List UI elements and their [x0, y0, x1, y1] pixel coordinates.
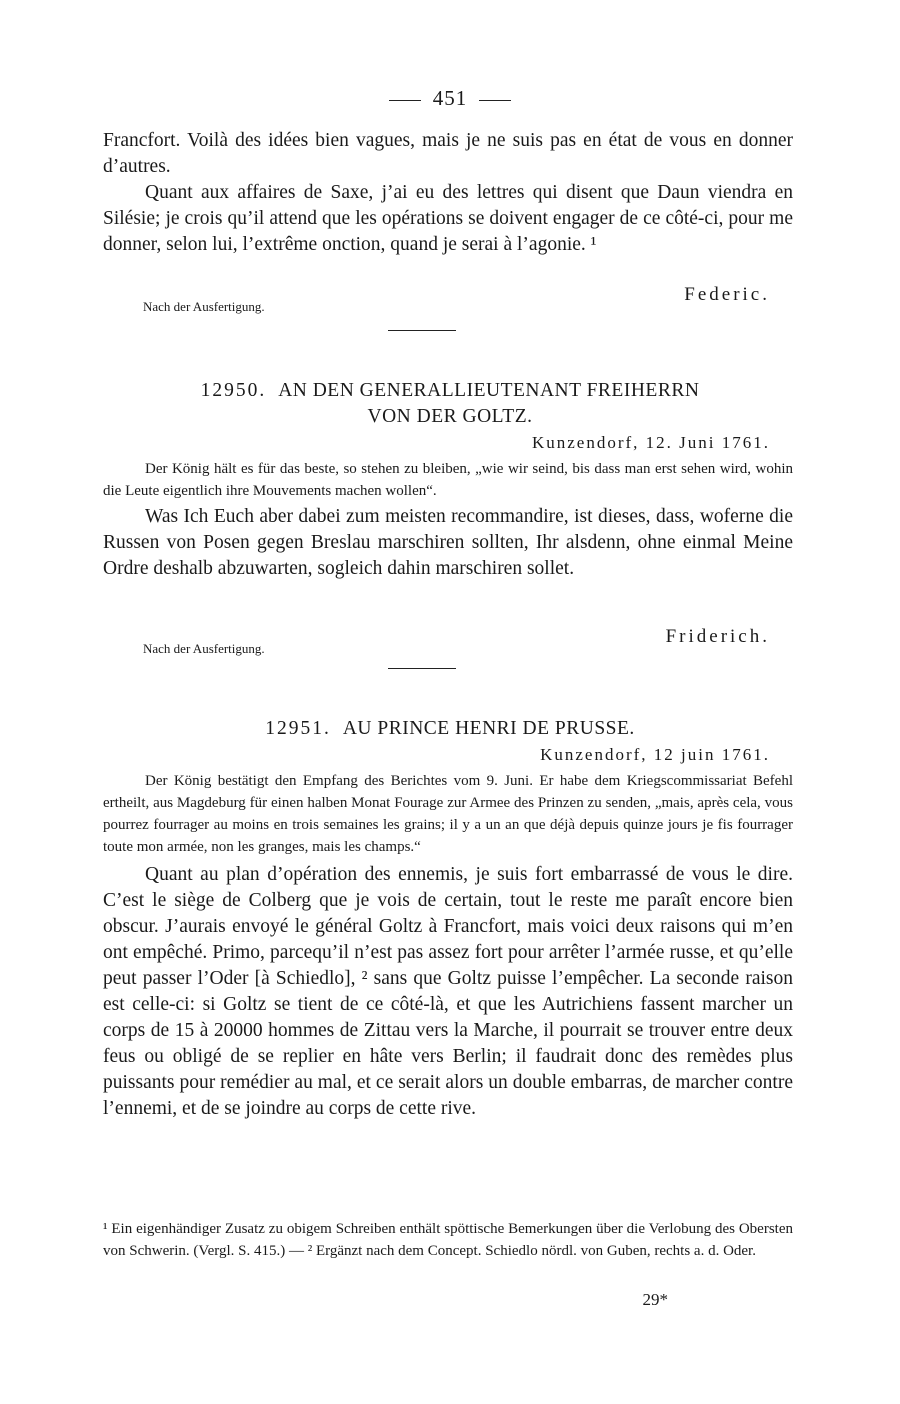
letter-number: 12951. — [265, 718, 331, 739]
letter-12950-body — [103, 458, 793, 582]
source-note-text: Nach der Ausfertigung. — [143, 641, 265, 656]
letter-12951-body — [103, 770, 793, 1122]
signature-mark: 29* — [642, 1290, 668, 1309]
top-text — [103, 128, 793, 258]
summary: Der König hält es für das beste, so stehen zu bleiben, „wie wir seind, bis dass man erst sehen wird, wohin die Leute eigentlich ihre Mouvements machen wollen“. — [103, 461, 793, 499]
place-date: Kunzendorf, 12 juin 1761. — [540, 745, 770, 764]
letter-title-line2: VON DER GOLTZ. — [367, 406, 533, 427]
paragraph: Was Ich Euch aber dabei zum meisten recommandire, ist dieses, dass, woferne die Russen von Posen gegen Breslau marschiren sollten, Ihr alsdenn, ohne einmal Meine Ordre deshalb abzuwarten, sogleich dahin marschiren sollet. — [103, 506, 793, 579]
page-header — [0, 86, 900, 111]
letter-number: 12950. — [200, 380, 267, 401]
paragraph: Francfort. Voilà des idées bien vagues, mais je ne suis pas en état de vous en donner d’autres. — [103, 130, 793, 177]
paragraph: Quant aux affaires de Saxe, j’ai eu des lettres qui disent que Daun viendra en Silésie; je crois qu’il attend que les opérations se doivent engager de ce côté-ci, pour me donner, selon lui, l’extrême onction, quand je serai à l’agonie. ¹ — [103, 182, 793, 255]
letter-title — [0, 380, 900, 402]
paragraph: Quant au plan d’opération des ennemis, je suis fort embarrassé de vous le dire. C’est le siège de Colberg que je vois de certain, tout le reste me paraît encore bien obscur. J’aurais envoyé le général Goltz à Francfort, mais voici deux raisons qui m’en ont empêché. Primo, parcequ’il n’est pas assez fort pour arrêter l’armée russe, et qu’elle peut passer l’Oder [à Schiedlo], ² sans que Goltz puisse l’empêcher. La seconde raison est celle-ci: si Goltz se tient de ce côté-là, et que les Autrichiens fassent marcher un corps de 15 à 20000 hommes de Zittau vers la Marche, il pourrait se trouver entre deux feus ou obligé de se replier en hâte vers Berlin; il faudrait donc des remèdes plus puissants pour remédier au mal, et ce serait alors un double embarras, de marcher contre l’ennemi, et de se joindre au corps de cette rive. — [103, 864, 793, 1119]
letter-title-text: AU PRINCE HENRI DE PRUSSE. — [342, 718, 635, 739]
header-dash-right — [479, 100, 511, 101]
signature: Friderich. — [665, 626, 770, 647]
source-note-text: Nach der Ausfertigung. — [143, 299, 265, 314]
page-number: 451 — [432, 86, 468, 110]
letter-title — [0, 718, 900, 740]
footnotes — [103, 1218, 793, 1262]
letter-title-line1: AN DEN GENERALLIEUTENANT FREIHERRN — [278, 380, 700, 401]
divider — [388, 330, 456, 331]
place-date: Kunzendorf, 12. Juni 1761. — [531, 433, 770, 452]
divider — [388, 668, 456, 669]
signature: Federic. — [684, 284, 770, 305]
header-dash-left — [389, 100, 421, 101]
footnote-text: ¹ Ein eigenhändiger Zusatz zu obigem Schreiben enthält spöttische Bemerkungen über die Verlobung des Obersten von Schwerin. (Vergl. S. 415.) — ² Ergänzt nach dem Concept. Schiedlo nördl. von Guben, rechts a. d. Oder. — [103, 1221, 793, 1259]
summary: Der König bestätigt den Empfang des Berichtes vom 9. Juni. Er habe dem Kriegscommissariat Befehl ertheilt, aus Magdeburg für einen halben Monat Fourage zur Armee des Prinzen zu senden, „mais, après cela, vous pourrez fourrager au moins en trois semaines les grains; il y a un an que déjà depuis quinze jours je fis fourrager toute mon armée, non les granges, mais les champs.“ — [103, 773, 793, 855]
